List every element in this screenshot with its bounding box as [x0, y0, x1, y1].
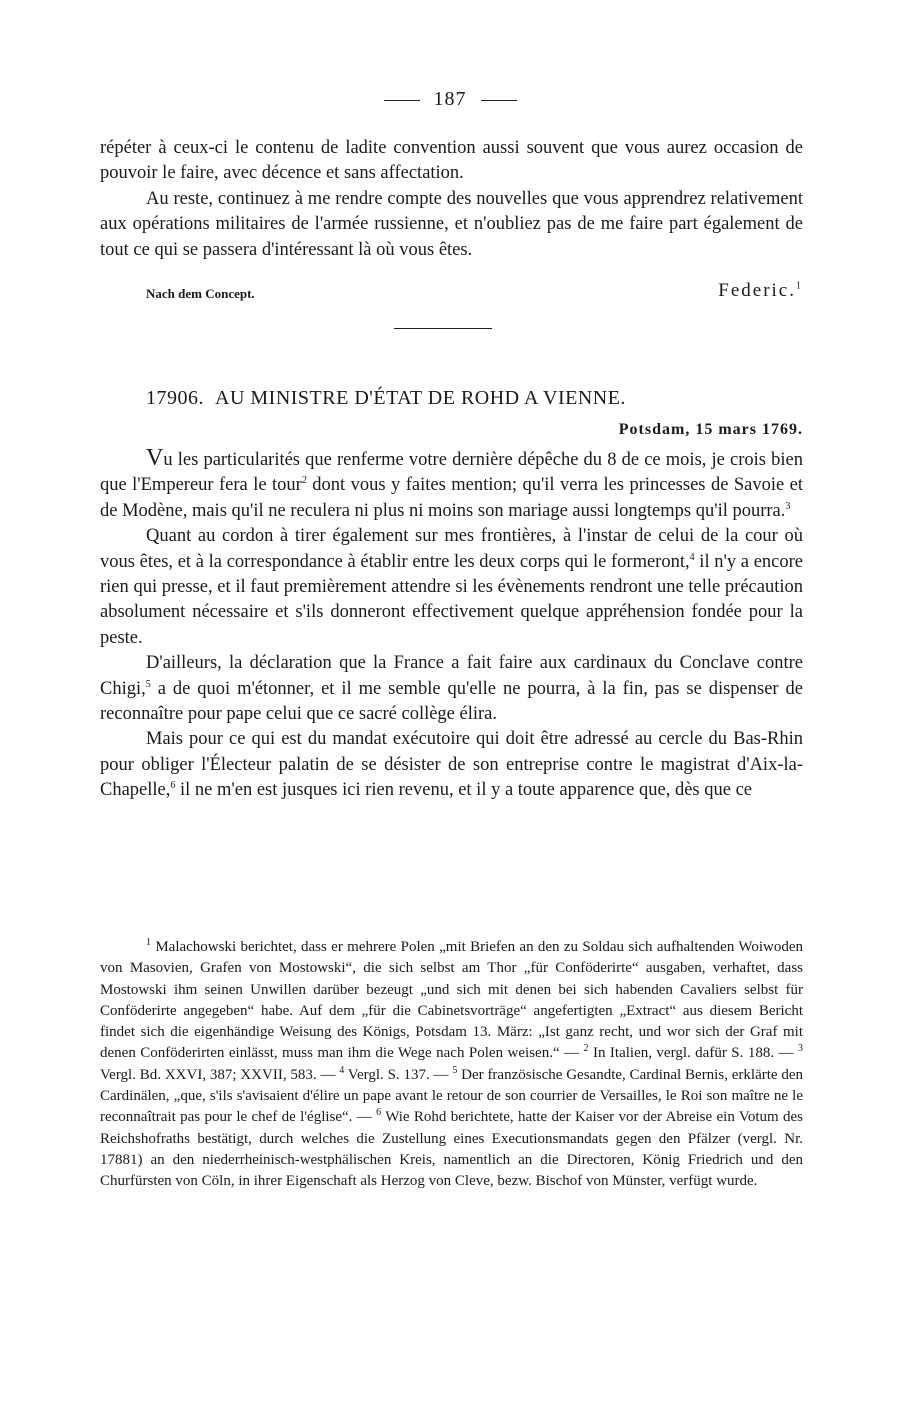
header-dash-left — [384, 100, 420, 101]
letter-title: AU MINISTRE D'ÉTAT DE ROHD A VIENNE. — [215, 387, 626, 409]
footnote-ref: 3 — [785, 500, 791, 512]
footnote-text: Vergl. S. 137. — — [344, 1066, 453, 1083]
continuation-paragraph-2: Au reste, continuez à me rendre compte des nouvelles que vous apprendrez relativement aux opérations militaires de l'armée russienne, et n'oubliez pas de me faire part également de tout ce qui se passera d'intéressant là où vous êtes. — [100, 188, 803, 260]
footnote-text: Der französische Gesandte, Cardinal Bernis, erklärte den Cardinälen, „que, s'ils s'avisaient d'élire un pape avant le retour de son courrier de Versailles, le Roi son maître ne le reconnaîtrait pas pour le chef de l'église“. — — [100, 1066, 804, 1126]
footnote-ref: 6 — [170, 780, 176, 792]
letter-dateline: Potsdam, 15 mars 1769. — [618, 421, 803, 438]
footnote-text: Vergl. Bd. XXVI, 387; XXVII, 583. — — [100, 1066, 340, 1083]
section-divider — [394, 328, 492, 329]
footnote-text: Wie Rohd berichtete, hatte der Kaiser vor der Abreise ein Votum des Reichshofraths bestätigt, durch welches die Zustellung eines Executionsmandats gegen den Pfälzer (vergl. Nr. 17881) an den niederrheinisch-westphälischen Kreis, namentlich an die Directoren, König Friedrich und den Churfürsten von Cöln, in ihrer Eigenschaft als Herzog von Cleve, bezw. Bischof von Münster, verfügt wurde. — [100, 1109, 803, 1190]
footnote-mark: 6 — [376, 1107, 382, 1119]
signature — [718, 280, 803, 302]
footnote-mark: 2 — [583, 1043, 589, 1055]
footnote-mark: 3 — [798, 1043, 803, 1055]
footnote-ref: 5 — [145, 678, 151, 690]
footnote-block — [100, 937, 803, 1193]
footnote-text: Malachowski berichtet, dass er mehrere Polen „mit Briefen an den zu Soldau sich aufhaltenden Woiwoden von Masovien, Grafen von Mostowski“, die sich selbst am Thor „für Conföderirte“ ausgaben, verhaftet, dass Mostowski ihm seinen Unwillen darüber bezeugt „und sich mit denen bei sich habenden Cavaliers selbst für Conföderirte angegeben“ habe. Auf dem „für die Cabinetsvorträge“ angefertigten „Extract“ aus diesem Bericht findet sich die eigenhändige Weisung des Königs, Potsdam 13. März: „Ist ganz recht, und wor sich der Graf mit denen Conföderirten einlässt, muss man ihm die Wege nach Polen weisen.“ — — [100, 939, 803, 1062]
letter-paragraph-4: Mais pour ce qui est du mandat exécutoire qui doit être adressé au cercle du Bas-Rhin pour obliger l'Électeur palatin de se désister de son entreprise contre le magistrat d'Aix-la-Chapelle,$^6$ il ne m'en est jusques ici rien revenu, et il y a toute apparence que, dès que ce — [100, 729, 803, 801]
page-number: 187 — [433, 88, 467, 110]
letter-paragraph-3: D'ailleurs, la déclaration que la France a fait faire aux cardinaux du Conclave contre Chigi,$^5$ a de quoi m'étonner, et il me semble qu'elle ne pourra, à la fin, pas se dispenser de reconnaître pour pape celui que ce sacré collège élira. — [100, 653, 803, 725]
footnote-mark: 1 — [146, 937, 151, 948]
footnote-ref: 2 — [301, 475, 307, 487]
letter-paragraph-2: Quant au cordon à tirer également sur mes frontières, à l'instar de celui de la cour où vous êtes, et à la correspondance à établir entre les deux corps qui le formeront,$^4$ il n'y a encore rien qui presse, et il faut premièrement attendre si les évènements rendront une telle précaution absolument nécessaire et s'ils donneront effectivement quelque appréhension fondée pour la peste. — [100, 526, 803, 648]
page-header — [0, 88, 900, 111]
initial-letter: V — [146, 445, 164, 471]
footnote-mark: 5 — [452, 1064, 458, 1076]
source-note: Nach dem Concept. — [146, 286, 255, 301]
letter-heading — [146, 387, 806, 410]
footnote-mark: 4 — [339, 1064, 345, 1076]
footnote-ref: 1 — [796, 280, 803, 292]
footnote-text: In Italien, vergl. dafür S. 188. — — [588, 1045, 798, 1062]
letter-paragraph-1: Vu les particularités que renferme votre dernière dépêche du 8 de ce mois, je crois bien que l'Empereur fera le tour$^2$ dont vous y faites mention; qu'il verra les princesses de Savoie et de Modène, mais qu'il ne reculera ni plus ni moins son mariage aussi longtemps qu'il pourra.$^3$ — [100, 445, 804, 521]
signature-name: Federic. — [718, 280, 796, 301]
continuation-paragraph-1: répéter à ceux-ci le contenu de ladite convention aussi souvent que vous aurez occasion de pouvoir le faire, avec décence et sans affectation. — [100, 138, 803, 184]
signature-line — [146, 280, 803, 302]
continuation-text — [100, 136, 803, 263]
header-dash-right — [481, 100, 517, 101]
letter-number: 17906. — [146, 387, 204, 409]
letter-body — [100, 446, 803, 804]
footnote-ref: 4 — [689, 551, 695, 563]
footnotes — [100, 937, 803, 1193]
